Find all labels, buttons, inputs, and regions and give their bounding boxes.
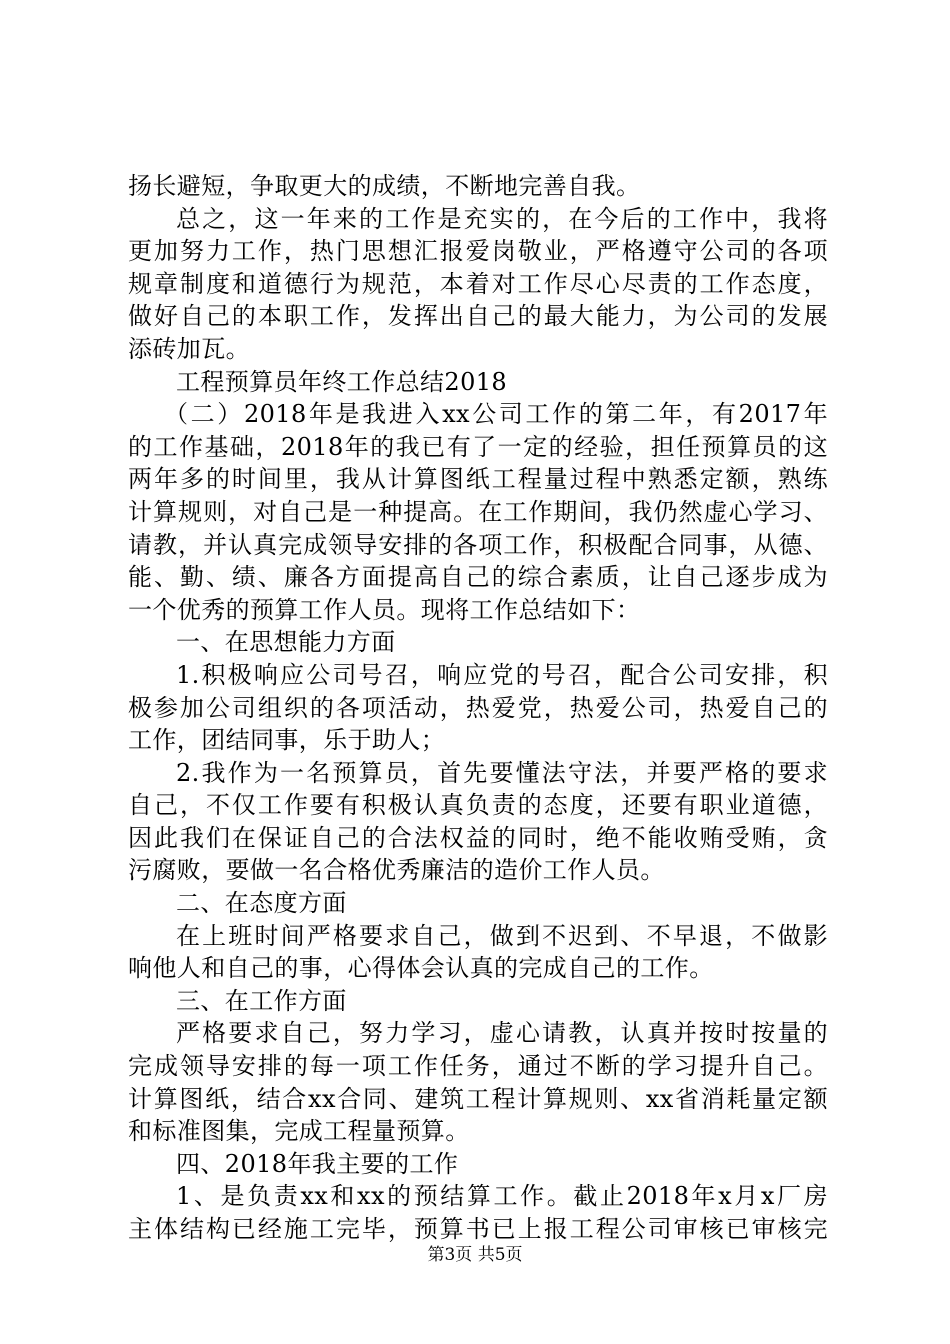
page-footer: 第3页 共5页: [427, 1245, 523, 1265]
text-line: 规章制度和道德行为规范，本着对工作尽心尽责的工作态度，: [128, 269, 828, 298]
text-line: 严格要求自己，努力学习，虚心请教，认真并按时按量的: [176, 1019, 828, 1048]
text-line: 污腐败，要做一名合格优秀廉洁的造价工作人员。: [128, 856, 665, 885]
text-line: 总之，这一年来的工作是充实的，在今后的工作中，我将: [176, 204, 828, 233]
text-line: 计算规则，对自己是一种提高。在工作期间，我仍然虚心学习、: [128, 497, 828, 526]
text-line: 因此我们在保证自己的合法权益的同时，绝不能收贿受贿，贪: [128, 823, 828, 852]
section-heading: 工程预算员年终工作总结2018: [176, 367, 508, 396]
text-line: 一个优秀的预算工作人员。现将工作总结如下：: [128, 595, 641, 624]
text-line: 添砖加瓦。: [128, 334, 250, 363]
text-line: 1.积极响应公司号召，响应党的号召，配合公司安排，积: [176, 660, 828, 689]
text-line: 在上班时间严格要求自己，做到不迟到、不早退，不做影: [176, 921, 828, 950]
text-line: 2.我作为一名预算员，首先要懂法守法，并要严格的要求: [176, 758, 828, 787]
text-line: 和标准图集，完成工程量预算。: [128, 1117, 470, 1146]
text-line: 极参加公司组织的各项活动，热爱党，热爱公司，热爱自己的: [128, 693, 828, 722]
text-line: 完成领导安排的每一项工作任务，通过不断的学习提升自己。: [128, 1052, 828, 1081]
text-line: 请教，并认真完成领导安排的各项工作，积极配合同事，从德、: [128, 530, 828, 559]
document-body: [128, 170, 828, 1246]
text-line: 响他人和自己的事，心得体会认真的完成自己的工作。: [128, 954, 714, 983]
text-line: （二）2018年是我进入xx公司工作的第二年，有2017年: [164, 400, 828, 429]
section-heading: 二、在态度方面: [176, 889, 347, 918]
text-line: 扬长避短，争取更大的成绩，不断地完善自我。: [128, 172, 641, 200]
text-line: 两年多的时间里，我从计算图纸工程量过程中熟悉定额，熟练: [128, 465, 828, 494]
section-heading: 一、在思想能力方面: [176, 628, 396, 657]
section-heading: 三、在工作方面: [176, 986, 347, 1015]
text-line: 计算图纸，结合xx合同、建筑工程计算规则、xx省消耗量定额: [128, 1084, 828, 1113]
text-line: 1、是负责xx和xx的预结算工作。截止2018年x月x厂房: [176, 1182, 828, 1211]
text-line: 自己，不仅工作要有积极认真负责的态度，还要有职业道德，: [128, 791, 828, 820]
text-line: 工作，团结同事，乐于助人；: [128, 726, 446, 755]
text-line: 做好自己的本职工作，发挥出自己的最大能力，为公司的发展: [128, 302, 828, 331]
text-line: 能、勤、绩、廉各方面提高自己的综合素质，让自己逐步成为: [128, 563, 828, 592]
section-heading: 四、2018年我主要的工作: [176, 1149, 459, 1178]
text-line: 主体结构已经施工完毕，预算书已上报工程公司审核已审核完: [128, 1215, 828, 1243]
text-line: 的工作基础，2018年的我已有了一定的经验，担任预算员的这: [128, 432, 828, 461]
text-line: 更加努力工作，热门思想汇报爱岗敬业，严格遵守公司的各项: [128, 237, 828, 266]
